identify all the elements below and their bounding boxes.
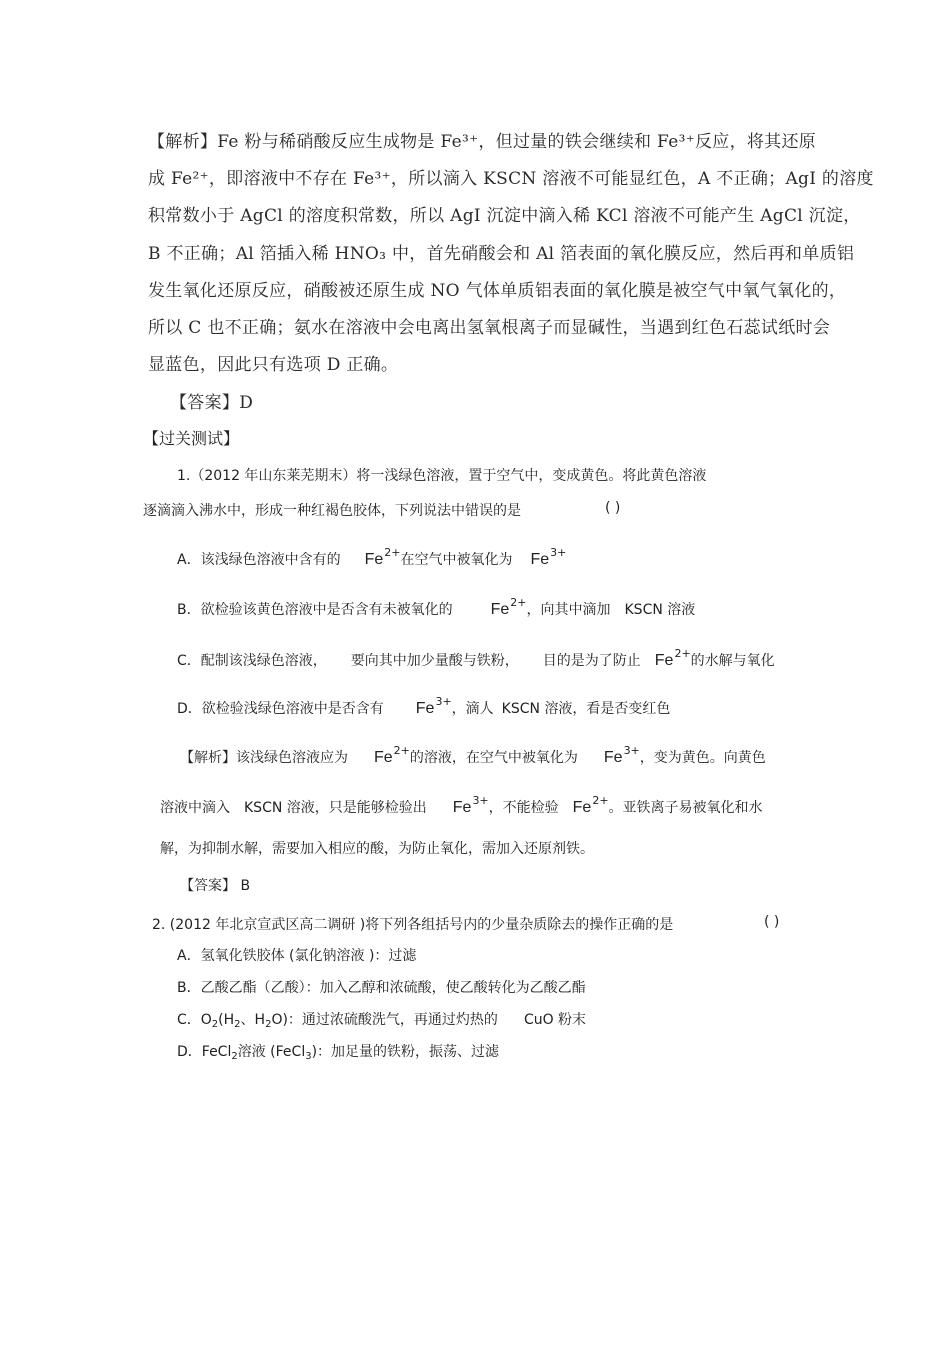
q1-explanation-line3: 解，为抑制水解，需要加入相应的酸，为防止氧化，需加入还原剂铁。 [160,841,594,857]
q2-d-pre: D．FeCl [177,1044,232,1060]
scan-line-2: 成 Fe²⁺，即溶液中不存在 Fe³⁺，所以滴入 KSCN 溶液不可能显红色，A 不正确；AgI 的溶度 [148,169,874,189]
scan-line-3: 积常数小于 AgCl 的溶度积常数，所以 AgI 沉淀中滴入稀 KCl 溶液不可能产生 AgCl 沉淀， [148,206,861,226]
q1-d-kscn: KSCN 溶液，看是否变红色 [501,701,671,717]
scan-line-1: 【解析】Fe 粉与稀硝酸反应生成物是 Fe³⁺，但过量的铁会继续和 Fe³⁺反应，将其还原 [148,132,817,152]
q1-option-c [177,647,775,670]
subscript: 3 [305,1051,312,1062]
charge-3plus: 3+ [550,546,567,559]
charge-2plus: 2+ [510,596,527,609]
q1-c-mid1: 要向其中加少量酸与铁粉， [350,653,519,669]
charge-2plus: 2+ [393,744,410,757]
q2-c-cuo: CuO 粉末 [523,1012,587,1028]
q1-exp-pre: 【解析】该浅绿色溶液应为 [180,750,348,766]
q1-stem-text: 逐滴滴入沸水中，形成一种红褐色胶体，下列说法中错误的是 [143,503,521,519]
q2-c-o: O)：通过浓硫酸洗气，再通过灼热的 [271,1012,498,1028]
fe-symbol: Fe [374,749,393,766]
q1-stem-line1: 1.（2012 年山东莱芜期末）将一浅绿色溶液，置于空气中，变成黄色。将此黄色溶液 [177,468,707,484]
q1-stem-line2 [143,500,621,520]
q2-c-pre: C．O [177,1012,212,1028]
subscript: 2 [211,1019,219,1030]
q2-option-d [177,1041,499,1062]
q1-c-mid2: 目的是为了防止 [542,653,641,669]
scan-answer: 【答案】D [170,393,254,413]
q2-d-post: )：加足量的铁粉，振荡、过滤 [311,1044,500,1060]
scan-line-4: B 不正确；Al 箔插入稀 HNO₃ 中，首先硝酸会和 Al 箔表面的氧化膜反应，然后再和单质铝 [148,244,855,264]
scan-line-6: 所以 C 也不正确；氨水在溶液中会电离出氢氧根离子而显碱性，当遇到红色石蕊试纸时会 [148,318,831,338]
q2-answer-paren: ( ) [764,914,780,930]
q1-explanation-line1 [180,744,766,767]
q1-option-a [177,546,566,569]
q2-stem [152,914,780,934]
charge-2plus: 2+ [592,794,609,807]
fe-symbol: Fe [603,749,623,766]
q1-exp2-post: 。亚铁离子易被氧化和水 [608,800,763,816]
q1-b-post: ，向其中滴加 [526,602,611,618]
q1-exp-mid1: 的溶液，在空气中被氧化为 [409,750,578,766]
q1-b-kscn: KSCN 溶液 [624,602,696,618]
q1-exp2-pre: 溶液中滴入 [160,800,230,816]
q1-c-post: 的水解与氧化 [690,653,775,669]
fe-symbol: Fe [452,799,472,816]
q1-d-post: ，滴人 [451,701,494,717]
q1-d-text: D．欲检验浅绿色溶液中是否含有 [177,701,384,717]
q1-exp-post1: ，变为黄色。向黄色 [639,750,766,766]
charge-3plus: 3+ [623,744,640,757]
q2-d-mid: 溶液 (FeCl [237,1044,306,1060]
scan-line-5: 发生氧化还原反应，硝酸被还原生成 NO 气体单质铝表面的氧化膜是被空气中氧气氧化的， [148,281,847,301]
q1-answer-paren: ( ) [605,500,621,516]
q1-exp2-kscn: KSCN 溶液，只是能够检验出 [244,800,427,816]
charge-2plus: 2+ [674,647,691,660]
section-title: 【过关测试】 [143,429,240,448]
q1-a-text: A．该浅绿色溶液中含有的 [177,552,341,568]
fe-symbol: Fe [654,652,674,669]
fe-symbol: Fe [530,551,550,568]
scan-line-7: 显蓝色，因此只有选项 D 正确。 [148,355,399,375]
fe-symbol: Fe [364,551,384,568]
q2-option-c [177,1009,586,1030]
subscript: 2 [234,1019,241,1030]
q1-b-text: B．欲检验该黄色溶液中是否含有未被氧化的 [177,602,453,618]
charge-3plus: 3+ [435,695,452,708]
charge-2plus: 2+ [384,546,401,559]
subscript: 2 [265,1019,272,1030]
fe-symbol: Fe [490,601,510,618]
charge-3plus: 3+ [472,794,489,807]
q2-c-mid: 、H [240,1012,266,1028]
q1-option-d [177,695,670,718]
subscript: 2 [231,1051,238,1062]
q2-option-b: B．乙酸乙酯（乙酸）：加入乙醇和浓硫酸，使乙酸转化为乙酸乙酯 [177,980,586,996]
q1-explanation-line2 [160,794,763,817]
fe-symbol: Fe [572,799,592,816]
q1-a-mid: 在空气中被氧化为 [400,552,513,568]
q1-c-text: C．配制该浅绿色溶液， [177,653,327,669]
q2-option-a: A．氢氧化铁胶体 (氯化钠溶液 )：过滤 [177,948,417,964]
q1-answer: 【答案】 B [180,878,251,894]
q2-c-h: (H [218,1012,235,1028]
fe-symbol: Fe [415,700,435,717]
q2-stem-text: 2. (2012 年北京宣武区高二调研 )将下列各组括号内的少量杂质除去的操作正确的是 [152,917,674,933]
q1-exp2-mid: ，不能检验 [488,800,559,816]
q1-option-b [177,596,695,619]
